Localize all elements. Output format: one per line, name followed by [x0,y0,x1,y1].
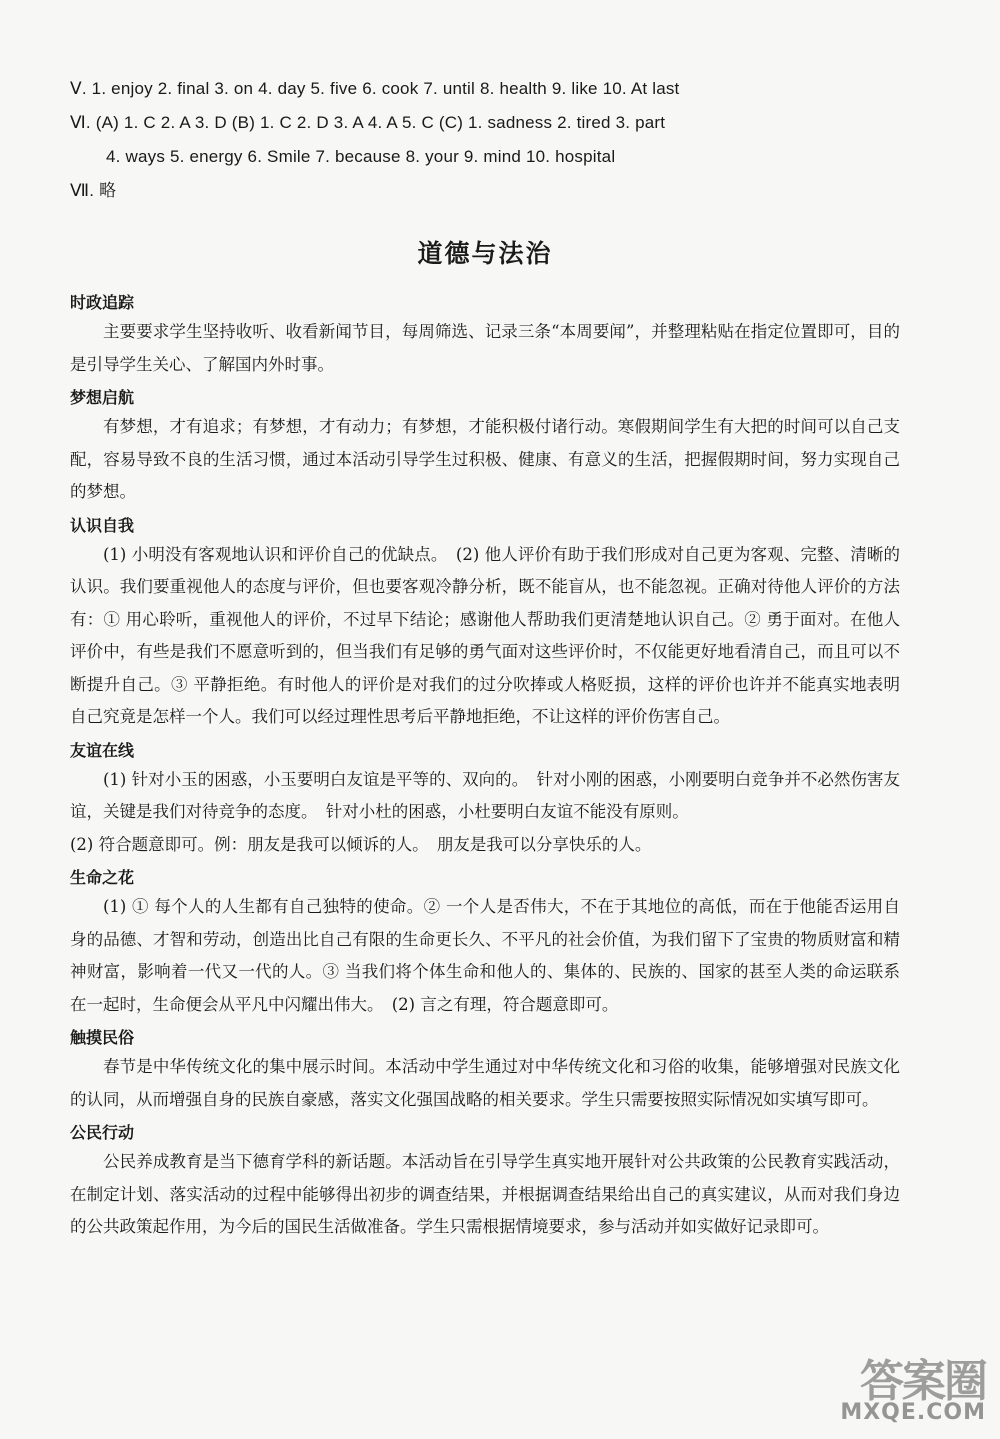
section-citizen [70,1120,900,1244]
section-heading: 时政追踪 [70,293,135,312]
watermark-url: MXQE.COM [840,1400,986,1425]
watermark [786,1345,986,1425]
section-paragraph: 公民养成教育是当下德育学科的新话题。本活动旨在引导学生真实地开展针对公共政策的公民教育实践活动，在制定计划、落实活动的过程中能够得出初步的调查结果，并根据调查结果给出自己的真实建议，从而对我们身边的公共政策起作用，为今后的国民生活做准备。学生只需根据情境要求，参与活动并如实做好记录即可。 [70,1152,900,1236]
english-line-6-cont: 4. ways 5. energy 6. Smile 7. because 8. your 9. mind 10. hospital [106,147,616,166]
answer-page [70,72,900,1244]
section-heading: 认识自我 [70,515,135,535]
section-news [70,290,900,381]
section-dream [70,385,900,509]
section-heading: 触摸民俗 [70,1028,135,1047]
section-paragraph: 春节是中华传统文化的集中展示时间。本活动中学生通过对中华传统文化和习俗的收集，能够增强对民族文化的认同，从而增强自身的民族自豪感，落实文化强国战略的相关要求。学生只需要按照实际情况如实填写即可。 [70,1057,900,1109]
section-heading: 生命之花 [70,868,135,887]
section-heading: 公民行动 [70,1123,135,1142]
section-heading: 友谊在线 [70,740,135,760]
section-paragraph: (1) 小明没有客观地认识和评价自己的优缺点。 (2) 他人评价有助于我们形成对自己更为客观、完整、清晰的认识。我们要重视他人的态度与评价，但也要客观冷静分析，既不能盲从，也不能忽视。正确对待他人评价的方法有：① 用心聆听，重视他人的评价，不过早下结论；感谢他人帮助我们更清楚地认识自己。② 勇于面对。在他人评价中，有些是我们不愿意听到的，但当我们有足够的勇气面对这些评价时，不仅能更好地看清自己，而且可以不断提升自己。③ 平静拒绝。有时他人的评价是对我们的过分吹捧或人格贬损，这样的评价也许并不能真实地表明自己究竟是怎样一个人。我们可以经过理性思考后平静地拒绝，不让这样的评价伤害自己。 [70,544,900,726]
english-line-5: Ⅴ. 1. enjoy 2. final 3. on 4. day 5. five 6. cook 7. until 8. health 9. like 10. At last [70,79,680,98]
section-paragraph: (1) ① 每个人的人生都有自己独特的使命。② 一个人是否伟大，不在于其地位的高低，而在于他能否运用自身的品德、才智和劳动，创造出比自己有限的生命更长久、不平凡的社会价值，为我们留下了宝贵的物质财富和精神财富，影响着一代又一代的人。③ 当我们将个体生命和他人的、集体的、民族的、国家的甚至人类的命运联系在一起时，生命便会从平凡中闪耀出伟大。 (2) 言之有理，符合题意即可。 [70,897,900,1014]
english-line-7: Ⅶ. 略 [70,181,117,200]
section-folk [70,1025,900,1116]
subject-title: 道德与法治 [417,239,553,268]
section-life [70,865,900,1021]
english-answers [70,72,900,208]
section-heading: 梦想启航 [70,388,135,407]
section-self [70,513,900,734]
section-paragraph: (1) 针对小玉的困惑，小玉要明白友谊是平等的、双向的。 针对小刚的困惑，小刚要明白竞争并不必然伤害友谊，关键是我们对待竞争的态度。 针对小杜的困惑，小杜要明白友谊不能没有原则。 [70,769,900,821]
section-paragraph: (2) 符合题意即可。例：朋友是我可以倾诉的人。 朋友是我可以分享快乐的人。 [70,834,652,854]
english-line-6: Ⅵ. (A) 1. C 2. A 3. D (B) 1. C 2. D 3. A 4. A 5. C (C) 1. sadness 2. tired 3. part [70,113,666,132]
section-paragraph: 主要要求学生坚持收听、收看新闻节目，每周筛选、记录三条“本周要闻”，并整理粘贴在指定位置即可，目的是引导学生关心、了解国内外时事。 [70,322,900,374]
section-friendship [70,738,900,862]
section-paragraph: 有梦想，才有追求；有梦想，才有动力；有梦想，才能积极付诸行动。寒假期间学生有大把的时间可以自己支配，容易导致不良的生活习惯，通过本活动引导学生过积极、健康、有意义的生活，把握假期时间，努力实现自己的梦想。 [70,417,900,501]
watermark-logo: 答案圈 [860,1356,986,1407]
